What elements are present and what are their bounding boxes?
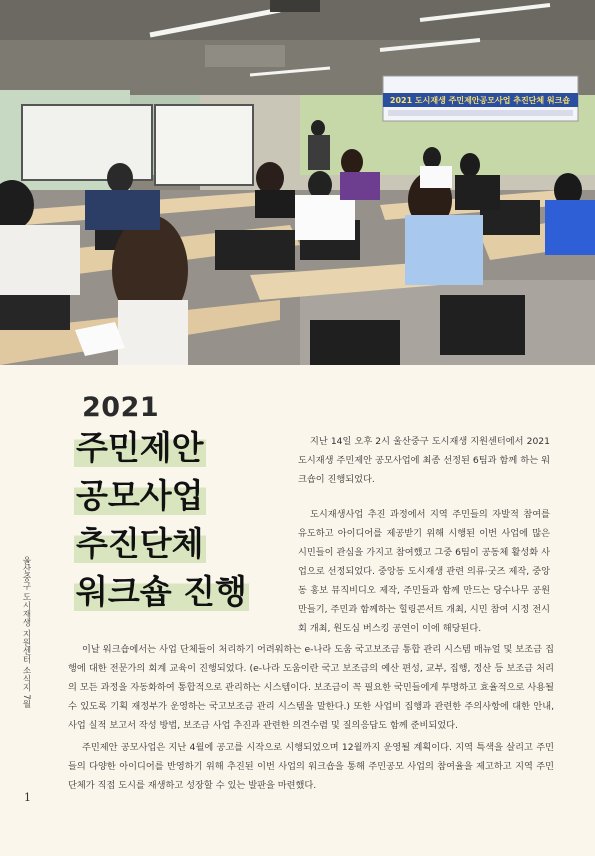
workshop-photo xyxy=(0,0,595,365)
page-number: 1 xyxy=(24,791,31,804)
article-title-line-4 xyxy=(74,571,249,613)
newsletter-sidebar-label: 울산중구 도시재생 지원센터 소식지 7월 xyxy=(21,556,31,709)
paragraph-schedule: 주민제안 공모사업은 지난 4월에 공고를 시작으로 시행되었으며 12월까지 운영될 계획이다. 지역 특색을 살리고 주민들의 다양한 아이디어를 반영하기 위해 추진된 이번 사업의 워크숍을 통해 주민공모 사업의 참여율을 제고하고 지역 주민단체가 직접 도시를 재생하고 성장할 수 있는 발판을 마련했다. xyxy=(68,742,554,791)
paragraph-education: 이날 워크숍에서는 사업 단체들이 처리하기 어려워하는 e-나라 도움 국고보조금 통합 관리 시스템 매뉴얼 및 보조금 집행에 대한 전문가의 회계 교육이 진행되었다. (e-나라 도움이란 국고 보조금의 예산 편성, 교부, 집행, 정산 등 보조금 처리의 모든 과정을 자동화하여 통합적으로 관리하는 시스템이다. 보조금이 꼭 필요한 국민들에게 투명하고 효율적으로 사용될 수 있도록 기획 재정부가 운영하는 국고보조금 관리 시스템을 말한다.) 또한 사업비 집행과 관련한 주의사항에 대한 안내, 사업 실적 보고서 작성 방법, 보조금 사업 추진과 관련한 의견수렴 및 질의응답도 함께 준비되었다. xyxy=(68,644,554,731)
title-text: 추진단체 xyxy=(76,524,204,563)
title-text: 주민제안 xyxy=(76,428,204,467)
paragraph-selection: 도시재생사업 추진 과정에서 지역 주민들의 자발적 참여를 유도하고 아이디어를 제공받기 위해 시행된 이번 사업에 많은 시민들이 관심을 가지고 참여했고 그중 6팀이 공동체 활성화 사업으로 선정되었다. 중앙동 도시재생 관련 의류·굿즈 제작, 중앙동 홍보 뮤직비디오 제작, 주민들과 함께 만드는 당수나무 공원 만들기, 주민과 함께하는 힐링콘서트 개최, 시민 참여 시정 전시회 개최, 원도심 버스킹 공연이 이에 해당된다. xyxy=(298,509,550,634)
title-text: 공모사업 xyxy=(76,476,204,515)
paragraph-intro: 지난 14일 오후 2시 울산중구 도시재생 지원센터에서 2021 도시재생 주민제안 공모사업에 최종 선정된 6팀과 함께 하는 워크숍이 진행되었다. xyxy=(298,436,550,485)
article-title-line-1 xyxy=(74,427,206,469)
title-text: 워크숍 진행 xyxy=(76,572,247,611)
article-title-line-2 xyxy=(74,475,206,517)
banner-text: 2021 도시재생 주민제안공모사업 추진단체 워크숍 xyxy=(389,96,571,105)
article-year: 2021 xyxy=(82,392,160,423)
article-title-line-3 xyxy=(74,523,206,565)
